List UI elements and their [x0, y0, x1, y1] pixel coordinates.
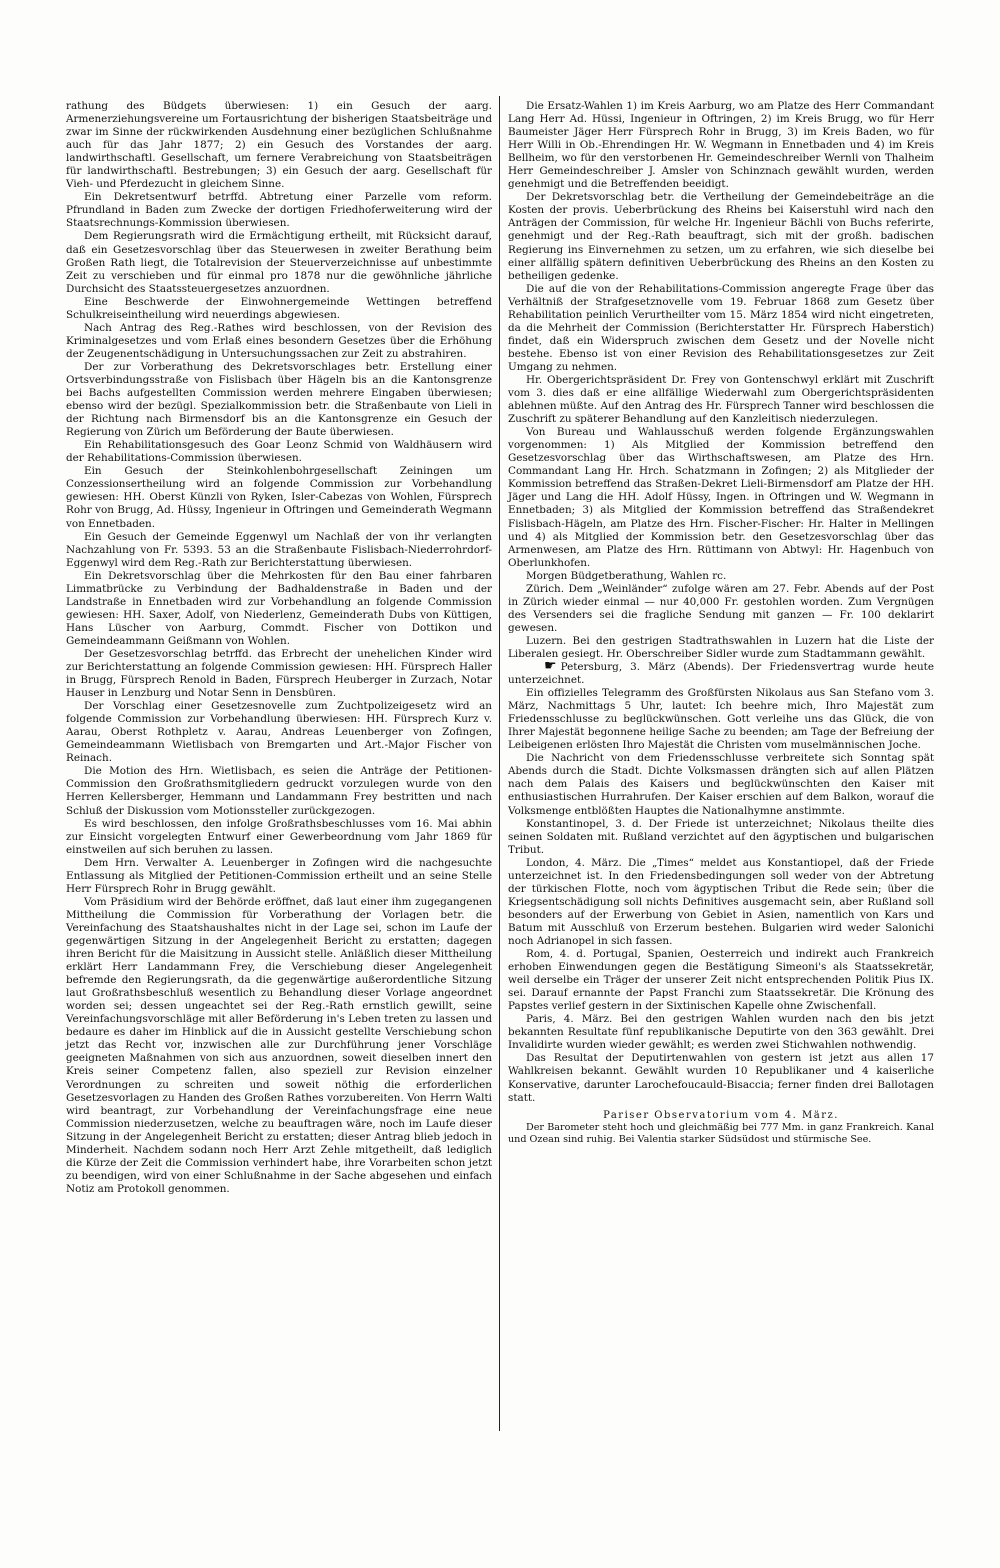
paragraph: Der Vorschlag einer Gesetzesnovelle zum Zuchtpolizeigesetz wird an folgende Commission zur Vorbehandlung überwiesen: HH. Fürsprech Kurz v. Aarau, Oberst Rothpletz v. Aarau, Andreas Leuenberger von Zofingen, Gemeindeammann Wietlisbach von Bremgarten und Art.-Major Fischer von Reinach. — [66, 700, 492, 765]
paragraph: Die Motion des Hrn. Wietlisbach, es seien die Anträge der Petitionen-Commission den Großrathsmitgliedern gedruckt vorzulegen wurde von den Herren Kellersberger, Hemmann und Landammann Frey bestritten und nach Schluß der Diskussion vom Motionssteller zurückgezogen. — [66, 765, 492, 817]
right-column — [508, 100, 934, 1147]
pointing-hand-icon: ☛ — [544, 658, 557, 675]
observatory-text: Der Barometer steht hoch und gleichmäßig bei 777 Mm. in ganz Frankreich. Kanal und Ozean sind ruhig. Bei Valentia starker Südsüdost und stürmische See. — [508, 1121, 934, 1146]
paragraph: Luzern. Bei den gestrigen Stadtrathswahlen in Luzern hat die Liste der Liberalen gesiegt. Hr. Oberschreiber Sidler wurde zum Stadtammann gewählt. — [508, 634, 934, 660]
paragraph: Zürich. Dem „Weinländer“ zufolge wären am 27. Febr. Abends auf der Post in Zürich wieder einmal — nur 40,000 Fr. gestohlen worden. Zum Vergnügen des Versenders sei die fragliche Sendung mit ganzen — Fr. 100 deklarirt gewesen. — [508, 582, 934, 634]
paragraph: Dem Hrn. Verwalter A. Leuenberger in Zofingen wird die nachgesuchte Entlassung als Mitglied der Petitionen-Commission ertheilt und an seine Stelle Herr Fürsprech Rohr in Brugg gewählt. — [66, 856, 492, 895]
paragraph: Ein offizielles Telegramm des Großfürsten Nikolaus aus San Stefano vom 3. März, Nachmittags 5 Uhr, lautet: Ich beehre mich, Ihro Majestät zum Friedensschlusse zu beglückwünschen. Gott verleihe uns das Glück, die von Ihrer Majestät begonnene heilige Sache zu beenden; am Tage der Befreiung der Leibeigenen erlösten Ihro Majestät die Christen vom muselmännischen Joche. — [508, 687, 934, 752]
left-column — [66, 100, 492, 1196]
paragraph: Der Dekretsvorschlag betr. die Vertheilung der Gemeindebeiträge an die Kosten der provis. Ueberbrückung des Rheins bei Kaiserstuhl wird nach den Anträgen der Commission, für welche Hr. Ingenieur Bächli von Buchs referirte, genehmigt und der Reg.-Rath beauftragt, sich mit der großh. badischen Regierung ins Einvernehmen zu setzen, um zu erfahren, wie sich dieselbe bei einer allfällig spätern definitiven Ueberbrückung des Rheins an den Kosten zu betheiligen gedenke. — [508, 191, 934, 282]
paragraph: Das Resultat der Deputirtenwahlen von gestern ist jetzt aus allen 17 Wahlkreisen bekannt. Gewählt wurden 10 Republikaner und 4 kaiserliche Konservative, darunter Larochefoucauld-Bisaccia; ferner finden drei Ballotagen statt. — [508, 1052, 934, 1104]
observatory-title: Pariser Observatorium vom 4. März. — [603, 1109, 839, 1121]
paragraph: Die auf die von der Rehabilitations-Commission angeregte Frage über das Verhältniß der Strafgesetznovelle vom 19. Februar 1868 zum Gesetz über Rehabilitation peinlich Verurtheilter vom 15. März 1854 wird nicht eingetreten, da die Mehrheit der Commission (Berichterstatter Hr. Fürsprech Haberstich) findet, daß ein Widerspruch zwischen dem Gesetz und der Novelle nicht bestehe. Ebenso ist von einer Revision des Rehabilitationsgesetzes zur Zeit Umgang zu nehmen. — [508, 282, 934, 373]
paragraph: Es wird beschlossen, den infolge Großrathsbeschlusses vom 16. Mai abhin zur Einsicht vorgelegten Entwurf einer Gewerbeordnung vom Jahr 1869 für einstweilen auf sich beruhen zu lassen. — [66, 817, 492, 856]
column-divider — [499, 96, 500, 1431]
paragraph: Rom, 4. d. Portugal, Spanien, Oesterreich und indirekt auch Frankreich erhoben Einwendungen gegen die Bestätigung Simeoni's als Staatssekretär, weil derselbe ein Träger der unserer Zeit nicht entsprechenden Politik Pius IX. sei. Darauf ernannte der Papst Franchi zum Staatssekretär. Die Krönung des Papstes verlief gestern in der Sixtinischen Kapelle ohne Zwischenfall. — [508, 948, 934, 1013]
paragraph: Die Nachricht von dem Friedensschlusse verbreitete sich Sonntag spät Abends durch die Stadt. Dichte Volksmassen drängten sich auf allen Plätzen nach dem Palais des Kaisers und beglückwünschten den Kaiser mit enthusiastischen Hurrahrufen. Der Kaiser erschien auf dem Balkon, worauf die Volksmenge entblößten Hauptes die Nationalhymne anstimmte. — [508, 752, 934, 817]
paragraph: Eine Beschwerde der Einwohnergemeinde Wettingen betreffend Schulkreiseintheilung wird neuerdings abgewiesen. — [66, 295, 492, 321]
paragraph: Der Gesetzesvorschlag betrffd. das Erbrecht der unehelichen Kinder wird zur Berichterstattung an folgende Commission gewiesen: HH. Fürsprech Haller in Brugg, Fürsprech Renold in Baden, Fürsprech Heuberger in Zurzach, Notar Hauser in Lenzburg und Notar Senn in Densbüren. — [66, 647, 492, 700]
paragraph: Hr. Obergerichtspräsident Dr. Frey von Gontenschwyl erklärt mit Zuschrift vom 3. dies daß er eine allfällige Wiederwahl zum Obergerichtspräsidenten ablehnen müßte. Auf den Antrag des Hr. Fürsprech Tanner wird beschlossen die Zuschrift zu späterer Behandlung auf den Kanzleitisch niederzulegen. — [508, 373, 934, 426]
paragraph: Ein Dekretsvorschlag über die Mehrkosten für den Bau einer fahrbaren Limmatbrücke zu Verbindung der Badhaldenstraße in Baden und der Landstraße in Ennetbaden wird zur Vorbehandlung an folgende Commission gewiesen: HH. Saxer, Adolf, von Niederlenz, Gemeinderath Dubs von Küttigen, Hans Lüscher von Aarburg, Commdt. Fischer von Dottikon und Gemeindeammann Geißmann von Wohlen. — [66, 569, 492, 647]
paragraph: Konstantinopel, 3. d. Der Friede ist unterzeichnet; Nikolaus theilte dies seinen Soldaten mit. Rußland verzichtet auf den ägyptischen und bulgarischen Tribut. — [508, 817, 934, 856]
paragraph: Von Bureau und Wahlausschuß werden folgende Ergänzungswahlen vorgenommen: 1) Als Mitglied der Kommission betreffend den Gesetzesvorschlag über das Wirthschaftswesen, am Platze des Hrn. Commandant Lang Hr. Hrch. Schatzmann in Zofingen; 2) als Mitglieder der Kommission betreffend das Straßen-Dekret Lieli-Birmensdorf am Platze der HH. Jäger und Lang die HH. Adolf Hüssy, Ingen. in Oftringen und W. Wegmann in Ennetbaden; 3) als Mitglied der Kommission betreffend das Straßendekret Fislisbach-Hägeln, am Platze des Hrn. Fischer-Fischer: Hr. Halter in Mellingen und 4) als Mitglied der Kommission betr. den Gesetzesvorschlag über das Armenwesen, am Platze des Hrn. Rüttimann von Abtwyl: Hr. Hagenbuch von Oberlunkhofen. — [508, 426, 934, 569]
paragraph: Der zur Vorberathung des Dekretsvorschlages betr. Erstellung einer Ortsverbindungsstraße von Fislisbach über Hägeln bis an die Kantonsgrenze bei Bachs aufgestellten Commission werden mehrere Eingaben überwiesen; ebenso wird der bezügl. Spezialkommission betr. die Straßenbaute von Lieli in der Richtung nach Birmensdorf bis an die Kantonsgrenze ein Gesuch der Regierung von Zürich um Beförderung der Baute überwiesen. — [66, 360, 492, 439]
paragraph: Paris, 4. März. Bei den gestrigen Wahlen wurden nach den bis jetzt bekannten Resultate fünf republikanische Deputirte von den 363 gewählt. Drei Invalidirte wurden wieder gewählt; es werden zwei Stichwahlen nothwendig. — [508, 1013, 934, 1052]
paragraph: Dem Regierungsrath wird die Ermächtigung ertheilt, mit Rücksicht darauf, daß ein Gesetzesvorschlag über das Steuerwesen in zweiter Berathung beim Großen Rath liegt, die Totalrevision der Steuerverzeichnisse auf unbestimmte Zeit zu verschieben und für einmal pro 1878 nur die gewöhnliche jährliche Durchsicht des Staatssteuergesetzes anzuordnen. — [66, 230, 492, 295]
paragraph-text: Petersburg, 3. März (Abends). Der Friedensvertrag wurde heute unterzeichnet. — [508, 661, 934, 687]
paragraph: rathung des Büdgets überwiesen: 1) ein Gesuch der aarg. Armenerziehungsvereine um Fortausrichtung der bisherigen Staatsbeiträge und zwar im Sinne der rückwirkenden Ausdehnung einer bezüglichen Schlußnahme auch für das Jahr 1877; 2) ein Gesuch des Vorstandes der aarg. landwirthschaftl. Gesellschaft, um fernere Verabreichung von Staatsbeiträgen für landwirthschaftl. Bestrebungen; 3) ein Gesuch der aarg. Gesellschaft für Vieh- und Pferdezucht in gleichem Sinne. — [66, 100, 492, 191]
paragraph: Die Ersatz-Wahlen 1) im Kreis Aarburg, wo am Platze des Herr Commandant Lang Herr Ad. Hüssi, Ingenieur in Oftringen, 2) im Kreis Brugg, wo für Herr Baumeister Jäger Herr Fürsprech Rohr in Brugg, 3) im Kreis Baden, wo für Herr Willi in Ob.-Ehrendingen Hr. W. Wegmann in Ennetbaden und 4) im Kreis Bellheim, wo für den verstorbenen Hr. Gemeindeschreiber Wernli von Thalheim Herr Gemeindeschreiber J. Amsler von Schinznach gewählt wurden, werden genehmigt und die Betreffenden beeidigt. — [508, 100, 934, 191]
paragraph: London, 4. März. Die „Times“ meldet aus Konstantiopel, daß der Friede unterzeichnet ist. In den Friedensbedingungen soll weder von der Abtretung der türkischen Flotte, noch vom ägyptischen Tribut die Rede sein; über die Kriegsentschädigung soll nichts Definitives ausgemacht sein, aber Rußland soll besonders auf der Erwerbung von Gebiet in Asien, namentlich von Kars und Batum mit Ausschluß von Erzerum bestehen. Bulgarien wird weder Salonichi noch Adrianopel in sich fassen. — [508, 856, 934, 947]
paragraph: Morgen Büdgetberathung, Wahlen rc. — [526, 569, 727, 582]
paragraph: Ein Rehabilitationsgesuch des Goar Leonz Schmid von Waldhäusern wird der Rehabilitations-Commission überwiesen. — [66, 439, 492, 465]
paragraph: Ein Gesuch der Gemeinde Eggenwyl um Nachlaß der von ihr verlangten Nachzahlung von Fr. 5393. 53 an die Straßenbaute Fislisbach-Niederrohrdorf-Eggenwyl wird dem Reg.-Rath zur Berichterstattung überwiesen. — [66, 530, 492, 569]
paragraph: Ein Dekretsentwurf betrffd. Abtretung einer Parzelle vom reform. Pfrundland in Baden zum Zwecke der dortigen Friedhoferweiterung wird der Staatsrechnungs-Kommission überwiesen. — [66, 191, 492, 230]
paragraph-petersburg — [508, 658, 934, 687]
paragraph: Vom Präsidium wird der Behörde eröffnet, daß laut einer ihm zugegangenen Mittheilung die Commission für Vorberathung der Vorlagen betr. die Vereinfachung des Staatshaushaltes nicht in der Lage sei, schon im Laufe der gegenwärtigen Sitzung in der Angelegenheit Bericht zu erstatten; dagegen ihren Bericht für die Maisitzung in Aussicht stelle. Anläßlich dieser Mittheilung erklärt Herr Landammann Frey, die Verschiebung dieser Angelegenheit befremde den Regierungsrath, da die gegenwärtige außerordentliche Sitzung laut Großrathsbeschluß wesentlich zu Behandlung dieser Vorlage angeordnet worden sei; dessen ungeachtet sei der Reg.-Rath ernstlich gewillt, seine Vereinfachungsvorschläge mit aller Beförderung in's Leben treten zu lassen und bedaure es daher im Hinblick auf die in Aussicht gestellte Verschiebung schon jetzt das Recht vor, inzwischen alle zur Durchführung jener Vorschläge geeigneten Maßnahmen von sich aus anzuordnen, soweit dieselben innert den Kreis seiner Competenz fallen, also speziell zur Revision einzelner Verordnungen zu schreiten und soweit nöthig die erforderlichen Gesetzesvorlagen zu Handen des Großen Rathes vorzubereiten. Von Herrn Walti wird beantragt, zur Vorbehandlung der Vereinfachungsfrage eine neue Commission niederzusetzen, welche zu beauftragen wäre, noch im Laufe dieser Sitzung in der Angelegenheit Bericht zu erstatten; dieser Antrag blieb jedoch in Minderheit. Nachdem sodann noch Herr Arzt Zehle mitgetheilt, daß lediglich die Kürze der Zeit die Commission verhindert habe, ihre Vorarbeiten schon jetzt zu beendigen, wird von einer Schlußnahme in der Sache abgesehen und einfach Notiz am Protokoll genommen. — [66, 895, 492, 1195]
paragraph: Nach Antrag des Reg.-Rathes wird beschlossen, von der Revision des Kriminalgesetzes und vom Erlaß eines besondern Gesetzes über die Erhöhung der Zeugenentschädigung in Untersuchungssachen zur Zeit zu abstrahiren. — [66, 321, 492, 360]
paragraph: Ein Gesuch der Steinkohlenbohrgesellschaft Zeiningen um Conzessionsertheilung wird an folgende Commission zur Vorbehandlung gewiesen: HH. Oberst Künzli von Ryken, Isler-Cabezas von Wohlen, Fürsprech Rohr von Brugg, Ad. Hüssy, Ingenieur in Oftringen und Gemeinderath Wegmann von Ennetbaden. — [66, 465, 492, 530]
